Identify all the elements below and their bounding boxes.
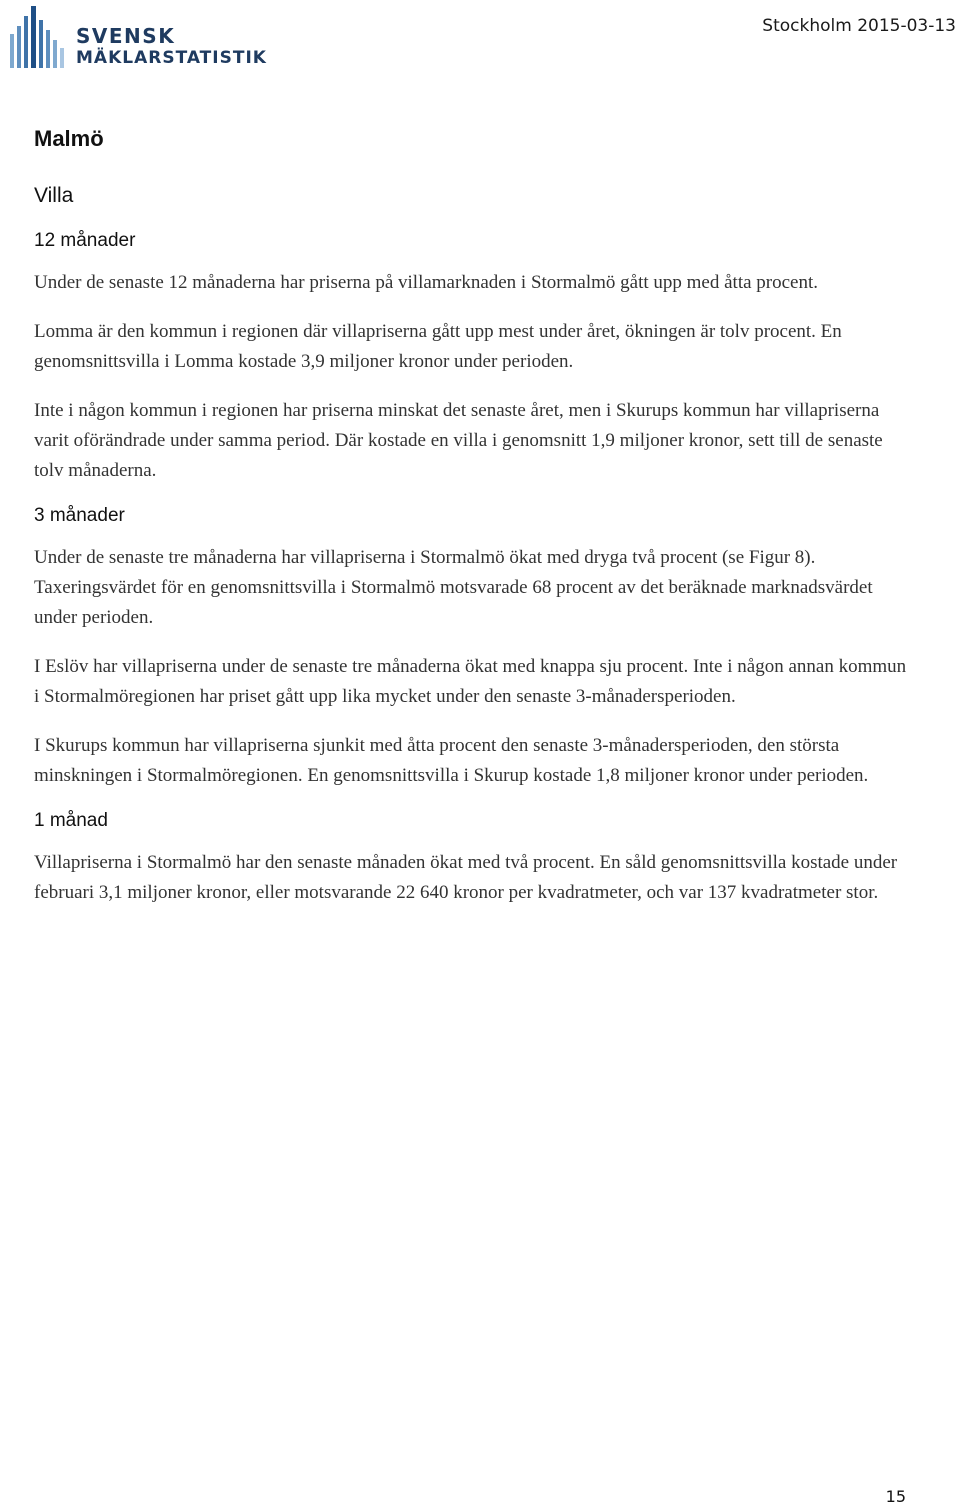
- paragraph: I Skurups kommun har villapriserna sjunkit med åtta procent den senaste 3-månadersperioden, den största minskningen i Stormalmöregionen. En genomsnittsvilla i Skurup kostade 1,8 miljoner kronor under perioden.: [34, 735, 869, 786]
- page-header: [0, 0, 960, 80]
- logo-text-svensk: SVENSK: [76, 24, 176, 48]
- logo-text-maklarstatistik: MÄKLARSTATISTIK: [76, 48, 267, 68]
- paragraph: Villapriserna i Stormalmö har den senaste månaden ökat med två procent. En såld genomsnittsvilla kostade under februari 3,1 miljoner kronor, eller motsvarande 22 640 kronor per kvadratmeter, och var 137 kvadratmeter stor.: [34, 852, 898, 903]
- period-12-months: [34, 230, 914, 486]
- paragraph: Lomma är den kommun i regionen där villapriserna gått upp mest under året, ökningen är tolv procent. En genomsnittsvilla i Lomma kostade 3,9 miljoner kronor under perioden.: [34, 321, 842, 372]
- period-3-months: [34, 505, 914, 791]
- period-heading: 1 månad: [34, 810, 108, 831]
- paragraph: Under de senaste tre månaderna har villapriserna i Stormalmö ökat med dryga två procent (se Figur 8). Taxeringsvärdet för en genomsnittsvilla i Stormalmö motsvarade 68 procent av det beräknade marknadsvärdet under perioden.: [34, 547, 873, 628]
- document-body: [34, 126, 914, 927]
- paragraph: Inte i någon kommun i regionen har priserna minskat det senaste året, men i Skurups kommun har villapriserna varit oförändrade under samma period. Där kostade en villa i genomsnitt 1,9 miljoner kronor, sett till de senaste tolv månaderna.: [34, 400, 883, 481]
- period-heading: 12 månader: [34, 230, 136, 251]
- bar-chart-logo-icon: [8, 4, 68, 70]
- paragraph: Under de senaste 12 månaderna har priserna på villamarknaden i Stormalmö gått upp med åtta procent.: [34, 272, 819, 293]
- section-title: Villa: [34, 184, 74, 207]
- page-title: Malmö: [34, 126, 104, 151]
- page-number: 15: [885, 1487, 906, 1506]
- svensk-maklarstatistik-logo: [8, 4, 288, 72]
- paragraph: I Eslöv har villapriserna under de senaste tre månaderna ökat med knappa sju procent. Inte i någon annan kommun i Stormalmöregionen har priset gått upp lika mycket under den senaste 3-månadersperioden.: [34, 656, 907, 707]
- period-heading: 3 månader: [34, 505, 125, 526]
- document-date: Stockholm 2015-03-13: [762, 16, 956, 36]
- period-1-month: [34, 810, 914, 908]
